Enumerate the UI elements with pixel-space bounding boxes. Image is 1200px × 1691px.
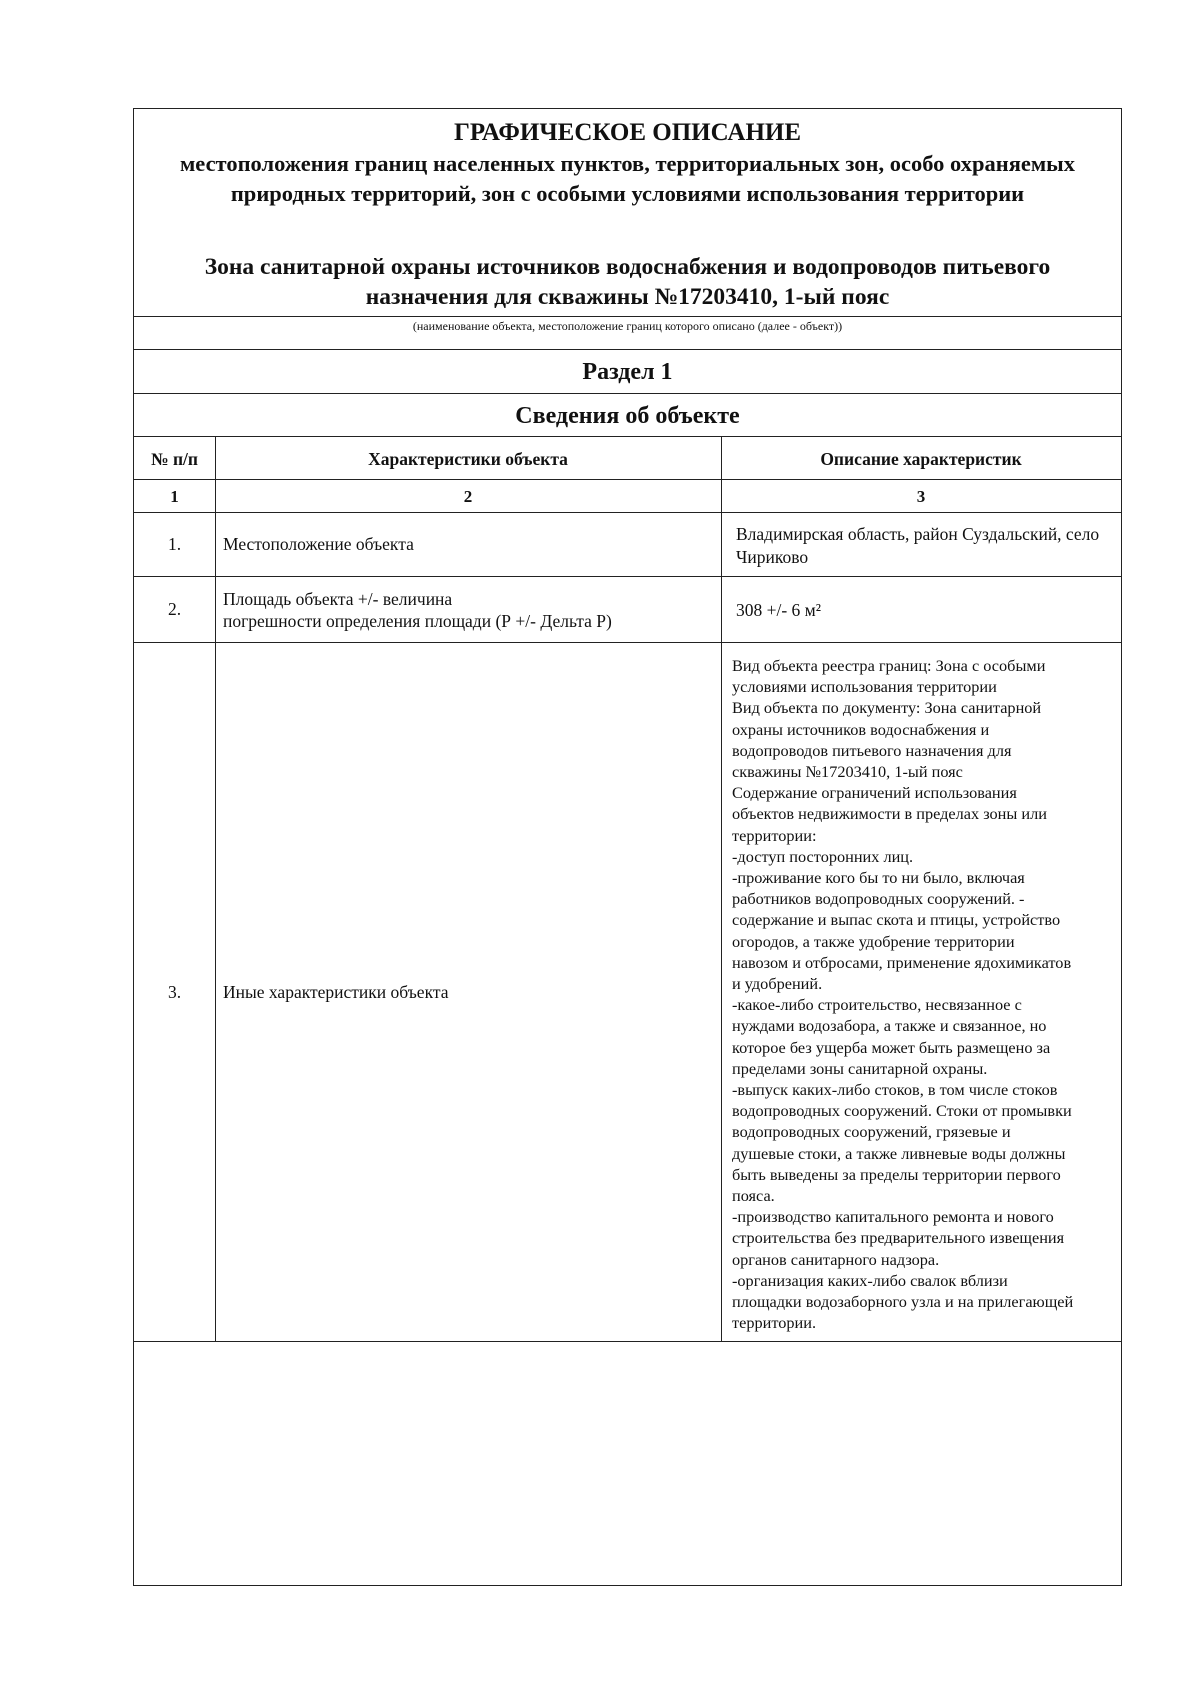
row-characteristic: Иные характеристики объекта xyxy=(223,981,449,1002)
document-subtitle: местоположения границ населенных пунктов, территориальных зон, особо охраняемых природных территорий, зон с особыми условиями использования территории xyxy=(179,151,1075,206)
row-description: 308 +/- 6 м² xyxy=(736,599,822,620)
row-number: 1. xyxy=(167,534,182,554)
row-number: 3. xyxy=(167,981,182,1002)
row-characteristic: Площадь объекта +/- величина погрешности определения площади (Р +/- Дельта Р) xyxy=(223,588,612,631)
object-caption: (наименование объекта, местоположение границ которого описано (далее - объект)) xyxy=(412,319,843,333)
header-characteristic: Характеристики объекта xyxy=(368,449,568,469)
row-description: Владимирская область, район Суздальский, село Чириково xyxy=(736,524,1100,567)
section-subtitle: Сведения об объекте xyxy=(134,394,1121,437)
object-name: Зона санитарной охраны источников водоснабжения и водопроводов питьевого назначения для скважины №17203410, 1-ый пояс xyxy=(204,254,1051,310)
header-num: № п/п xyxy=(151,449,198,469)
header-description: Описание характеристик xyxy=(820,449,1022,469)
table-row xyxy=(134,643,1121,1342)
table-row xyxy=(134,513,1121,577)
row-characteristic: Местоположение объекта xyxy=(223,534,414,554)
row-description: Вид объекта реестра границ: Зона с особыми условиями использования территории Вид объекта по документу: Зона санитарной охраны источников водоснабжения и водопроводов питьевого назначения для скважины №17203410, 1-ый пояс Содержание ограничений использования объектов недвижимости в пределах зоны или территории: -доступ посторонних лиц. -проживание кого бы то ни было, включая работников водопроводных сооружений. - содержание и выпас скота и птицы, устройство огородов, а также удобрение территории навозом и отбросами, применение ядохимикатов и удобрений. -какое-либо строительство, несвязанное с нуждами водозабора, а также и связанное, но которое без ущерба может быть размещено за пределами зоны санитарной охраны. -выпуск каких-либо стоков, в том числе стоков водопроводных сооружений. Стоки от промывки водопроводных сооружений, грязевые и душевые стоки, а также ливневые воды должны быть выведены за пределы территории первого пояса. -производство капитального ремонта и нового строительства без предварительного извещения органов санитарного надзора. -организация каких-либо свалок вблизи площадки водозаборного узла и на прилегающей территории. xyxy=(732,656,1074,1333)
table-row xyxy=(134,577,1121,643)
row-number: 2. xyxy=(167,599,182,619)
table-header xyxy=(134,437,1121,480)
document-title: ГРАФИЧЕСКОЕ ОПИСАНИЕ xyxy=(453,119,802,146)
document-frame xyxy=(133,108,1122,1586)
column-numbers-row xyxy=(134,480,1121,513)
column-number: 2 xyxy=(463,487,473,506)
section-title: Раздел 1 xyxy=(134,350,1121,394)
object-caption-row xyxy=(134,317,1121,350)
column-number: 3 xyxy=(916,487,926,506)
title-block xyxy=(134,109,1121,317)
column-number: 1 xyxy=(170,487,179,506)
